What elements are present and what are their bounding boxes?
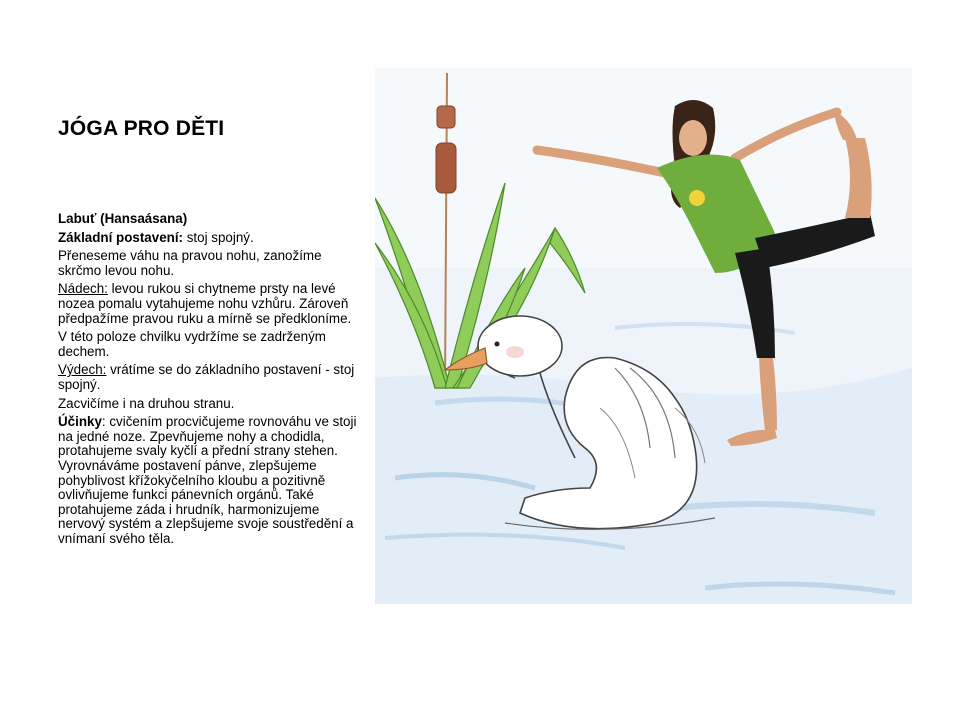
yoga-swan-illustration	[375, 68, 912, 604]
effects: Účinky: cvičením procvičujeme rovnováhu ve stoji na jedné noze. Zpevňujeme nohy a chodidla, protahujeme svaly kyčlí a přední strany stehen. Vyrovnáváme postavení pánve, zlepšujeme pohyblivost křížokyčelního kloubu a pozitivně ovlivňujeme funkci pánevních orgánů. Také protahujeme záda i hrudník, harmonizujeme nervový systém a zlepšujeme svoje soustředění a vnímaní svého těla.	[58, 414, 357, 546]
step-1: Přeneseme váhu na pravou nohu, zanožíme skrčmo levou nohu.	[58, 248, 322, 278]
instructions-text	[58, 212, 358, 550]
inhale-step: Nádech: levou rukou si chytneme prsty na levé nozea pomalu vytahujeme nohu vzhůru. Zároveň předpažíme pravou ruku a mírně se předkloníme.	[58, 281, 352, 326]
step-5: Zacvičíme i na druhou stranu.	[58, 395, 235, 411]
page-title: JÓGA PRO DĚTI	[58, 117, 225, 140]
basic-position: Základní postavení: stoj spojný.	[58, 229, 254, 245]
exhale-step: Výdech: vrátíme se do základního postavení - stoj spojný.	[58, 362, 355, 392]
step-3: V této poloze chvilku vydržíme se zadrženým dechem.	[58, 329, 326, 359]
pose-name: Labuť (Hansaásana)	[58, 211, 188, 226]
